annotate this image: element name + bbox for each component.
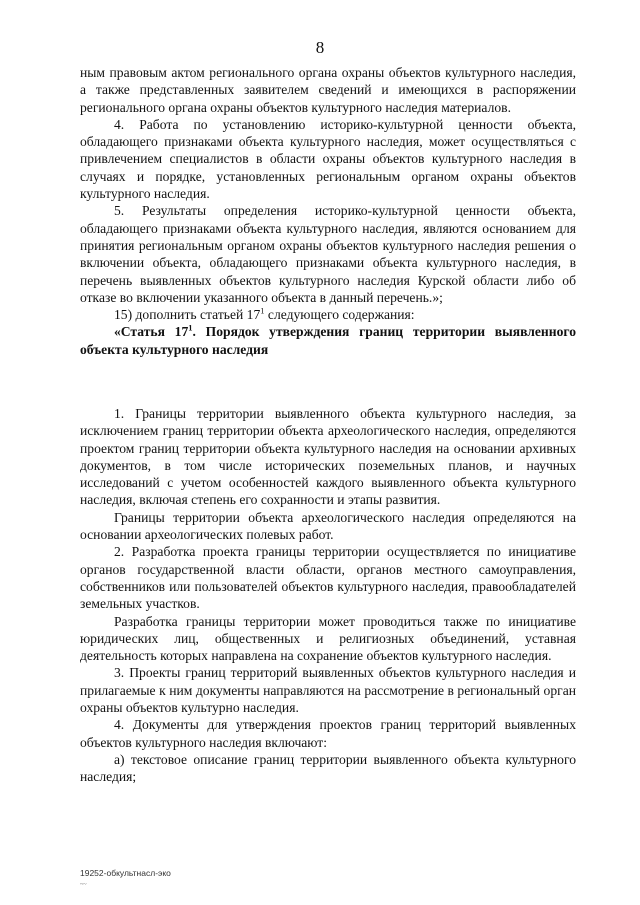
article-heading-superscript: 1 — [188, 322, 193, 333]
article-paragraph-2-initiative: Разработка границы территории может проводиться также по инициативе юридических лиц, общественных и религиозных объединений, уставная деятельность которых направлена на сохранение объектов культурного наследия. — [80, 613, 576, 664]
article-heading — [80, 323, 576, 358]
paragraph-amendment-15 — [80, 306, 576, 323]
text-block-top — [80, 64, 576, 358]
paragraph-continuation: ным правовым актом регионального органа охраны объектов культурного наследия, а также представленных заявителем сведений и имеющихся в распоряжении регионального органа охраны объектов культурного наследия материалов. — [80, 65, 576, 115]
article-heading-start: «Статья 17 — [114, 324, 189, 340]
amendment-text-end: следующего содержания: — [264, 307, 415, 323]
amendment-superscript: 1 — [260, 305, 265, 316]
article-paragraph-2: 2. Разработка проекта границы территории осуществляется по инициативе органов государственной власти области, органов местного самоуправления, собственников или пользователей объектов культурного наследия, правообладателей земельных участков. — [80, 544, 576, 612]
text-block-article — [80, 405, 576, 786]
paragraph-item-4: 4. Работа по установлению историко-культурной ценности объекта, обладающего признаками объекта культурного наследия, может осуществляться с привлечением специалистов в области охраны объектов культурного наследия в случаях и порядке, установленных региональным органом охраны объектов культурного наследия. — [80, 116, 576, 202]
amendment-text-start: 15) дополнить статьей 17 — [114, 307, 261, 323]
page-number: 8 — [315, 38, 325, 57]
article-paragraph-1: 1. Границы территории выявленного объекта культурного наследия, за исключением границ территории объекта археологического наследия, определяются проектом границ территории объекта культурного наследия на основании архивных документов, в том числе исторических поземельных планов, и научных исследований с учетом особенностей каждого выявленного объекта культурного наследия, включая степень его сохранности и этапы развития. — [80, 406, 576, 508]
footer-mark: ~~ — [80, 882, 87, 888]
article-paragraph-4: 4. Документы для утверждения проектов границ территорий выявленных объектов культурного наследия включают: — [80, 717, 576, 750]
article-paragraph-3: 3. Проекты границ территорий выявленных объектов культурного наследия и прилагаемые к ним документы направляются на рассмотрение в региональный орган охраны объектов культурно наследия. — [80, 665, 576, 716]
footer-file-code: 19252-обкультнасл-эко — [80, 868, 171, 878]
article-heading-end: . Порядок утверждения границ территории выявленного объекта культурного наследия — [80, 324, 577, 357]
article-paragraph-1-archaeology: Границы территории объекта археологического наследия определяются на основании археологических полевых работ. — [80, 509, 576, 543]
paragraph-item-5: 5. Результаты определения историко-культурной ценности объекта, обладающего признаками объекта культурного наследия, являются основанием для принятия региональным органом охраны объектов культурного наследия решения о включении объекта, обладающего признаками объекта культурного наследия, в перечень выявленных объектов культурного наследия Курской области либо об отказе во включении указанного объекта в данный перечень.»; — [80, 203, 576, 305]
article-paragraph-4a: а) текстовое описание границ территории выявленного объекта культурного наследия; — [80, 751, 576, 785]
